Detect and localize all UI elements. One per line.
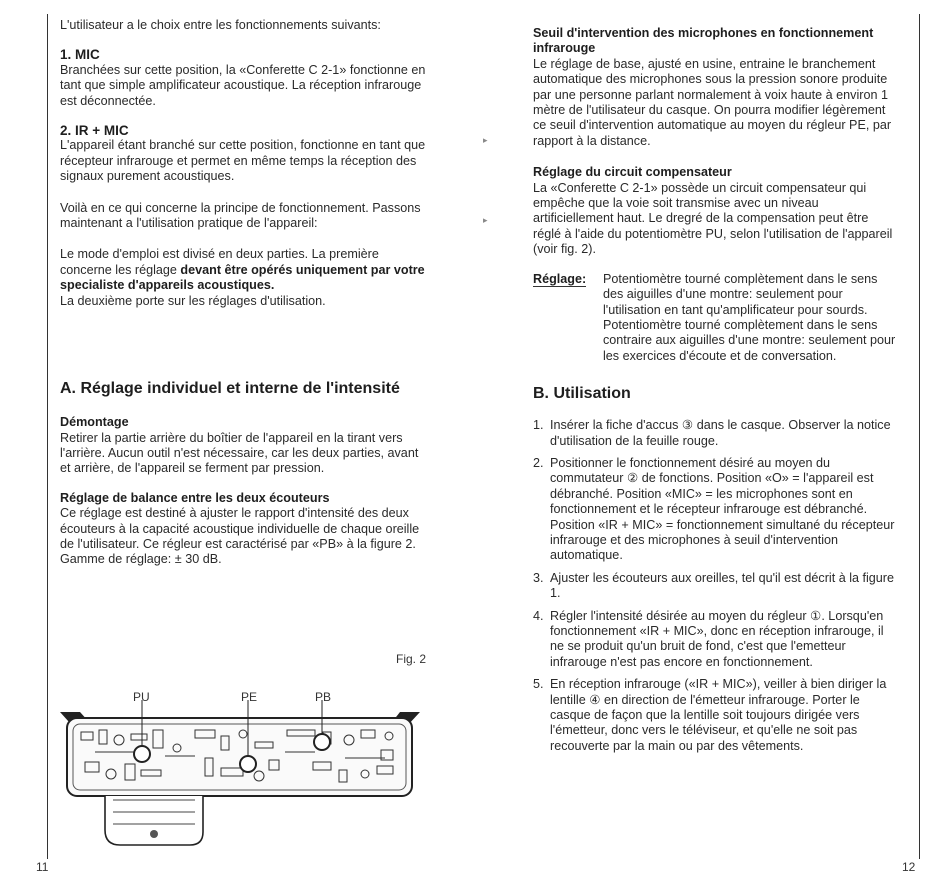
figure-label-pu: PU [133, 690, 150, 704]
page-number-left: 11 [36, 860, 49, 874]
left-page-margin-rule [47, 14, 48, 859]
left-page [60, 18, 428, 568]
reglage-block [533, 272, 899, 364]
demontage-text: Retirer la partie arrière du boîtier de l'appareil en la tirant vers l'arrière. Aucun outil n'est nécessaire, car les deux parties, avant et arrière, de l'appareil se ferment par pression. [60, 430, 419, 476]
section-b-title: B. Utilisation [533, 385, 631, 403]
step-number: 5. [533, 677, 544, 692]
step-item [533, 456, 899, 564]
gutter-mark: ▸ [483, 215, 488, 225]
circuit-board-figure [55, 700, 425, 850]
balance-heading: Réglage de balance entre les deux écouteurs [60, 490, 330, 505]
potentiometer-pu [134, 746, 150, 762]
mic-text: Branchées sur cette position, la «Conferette C 2-1» fonctionne en tant que simple amplificateur acoustique. La réception infrarouge est déconnectée. [60, 62, 426, 108]
section-a-title: A. Réglage individuel et interne de l'intensité [60, 380, 400, 398]
step-number: 3. [533, 570, 544, 585]
gutter-mark: ▸ [483, 135, 488, 145]
ir-mic-text: L'appareil étant branché sur cette position, fonctionne en tant que récepteur infrarouge et permet en même temps la réception des signaux purement acoustiques. [60, 138, 426, 184]
reglage-label-wrap [533, 272, 603, 364]
figure-caption: Fig. 2 [396, 652, 427, 666]
mode-text-before: Le mode d'emploi est divisé en deux parties. La première concerne les réglage [60, 247, 379, 277]
battery-pack-screw [150, 830, 158, 838]
step-item [533, 571, 899, 602]
balance-text: Ce réglage est destiné à ajuster le rapport d'intensité des deux écouteurs à la capacité acoustique individuelle de chaque oreille de l'utilisateur. Ce régleur est caractérisé par «PB» à la figure 2. Gamme de réglage: ± 30 dB. [60, 506, 420, 567]
step-text: Ajuster les écouteurs aux oreilles, tel qu'il est décrit à la figure 1. [550, 570, 895, 601]
intro-text: L'utilisateur a le choix entre les fonctionnements suivants: [60, 18, 381, 32]
right-page [533, 26, 899, 761]
step-text: Positionner le fonctionnement désiré au moyen du commutateur ② de fonctions. Position «O» = l'appareil est débranché. Position «MIC» = les microphones sont en fonctionnement et le récepteur infrarouge est débranché. Position «IR + MIC» = fonctionnement simultané du récepteur infrarouge et des microphones à seuil d'intervention automatique. [550, 455, 895, 563]
mode-text [60, 247, 428, 293]
step-number: 1. [533, 418, 544, 433]
reglage-text-2: Potentiomètre tourné complètement dans le sens contraire aux aiguilles d'une montre: seulement pour les exercices d'écoute et de conversation. [603, 317, 896, 363]
voila-text: Voilà en ce qui concerne la principe de fonctionnement. Passons maintenant a l'utilisation pratique de l'appareil: [60, 200, 421, 231]
step-item [533, 418, 899, 449]
reglage-text-1: Potentiomètre tourné complètement dans le sens des aiguilles d'une montre: seulement pour l'utilisation en tant qu'amplificateur pour sourds. [603, 271, 878, 317]
step-number: 4. [533, 608, 544, 623]
mode-text-after: La deuxième porte sur les réglages d'utilisation. [60, 293, 326, 308]
step-item [533, 677, 899, 754]
step-text: En réception infrarouge («IR + MIC»), veiller à bien diriger la lentille ④ en direction de l'émetteur infrarouge. Porter le casque de façon que la lentille soit toujours dirigée vers l'émetteur, donc vers le téléviseur, et qu'elle ne soit pas recouverte par la main ou par des vêtements. [550, 677, 887, 753]
right-page-margin-rule [919, 14, 920, 859]
mic-heading: 1. MIC [60, 47, 100, 63]
step-text: Insérer la fiche d'accus ③ dans le casque. Observer la notice d'utilisation de la feuille rouge. [550, 418, 891, 448]
seuil-text: Le réglage de base, ajusté en usine, entraine le branchement automatique des microphones sous la pression sonore produite par une personne parlant normalement à voix haute à environ 1 mètre de l'utilisateur du casque. On pourra modifier légèrement ce seuil d'intervention automatique au moyen du régleur PE, par rapport à la distance. [533, 56, 892, 148]
mode-text-bold: devant être opérés uniquement par votre specialiste d'appareils acoustiques. [60, 262, 425, 293]
reglage-texts [603, 272, 899, 364]
demontage-heading: Démontage [60, 415, 129, 430]
step-item [533, 609, 899, 671]
reglage-label: Réglage: [533, 271, 587, 286]
potentiometer-pe [240, 756, 256, 772]
ir-mic-heading: 2. IR + MIC [60, 123, 129, 139]
seuil-heading: Seuil d'intervention des microphones en fonctionnement infrarouge [533, 26, 874, 56]
figure-label-pe: PE [241, 690, 258, 704]
figure-label-pb: PB [315, 690, 332, 704]
compensateur-heading: Réglage du circuit compensateur [533, 165, 732, 180]
potentiometer-pb [314, 734, 330, 750]
utilisation-steps [533, 418, 899, 754]
step-text: Régler l'intensité désirée au moyen du régleur ①. Lorsqu'en fonctionnement «IR + MIC», donc en réception infrarouge, il ne se produit qu'un bruit de fond, c'est que l'emetteur infrarouge n'est pas encore en fonctionnement. [550, 608, 884, 669]
page-number-right: 12 [902, 860, 916, 874]
step-number: 2. [533, 455, 544, 470]
compensateur-text: La «Conferette C 2-1» possède un circuit compensateur qui empêche que la voie soit transmise avec un niveau artificiellement haut. Le dregré de la compensation peut être réglé à l'aide du potentiomètre PU, selon l'utilisation de l'appareil (voir fig. 2). [533, 180, 893, 257]
board-outline [67, 718, 412, 796]
